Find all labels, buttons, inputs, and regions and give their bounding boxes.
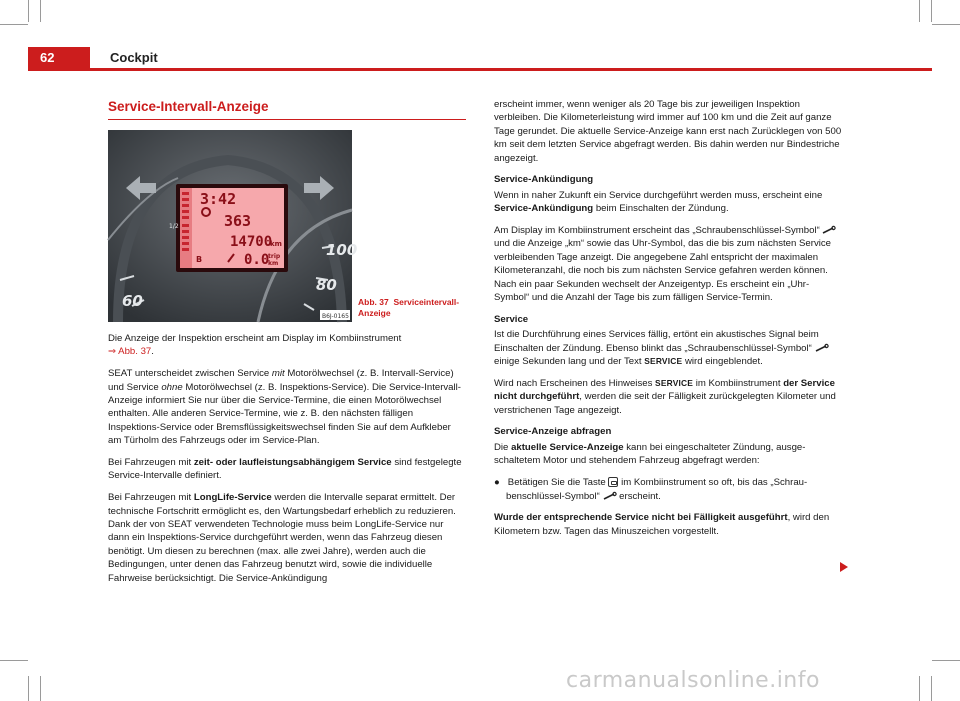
display-odometer: 14700 <box>230 234 273 250</box>
crop-mark <box>931 0 932 22</box>
display-odometer-unit: km <box>270 240 282 248</box>
text: Die Anzeige der Inspektion erscheint am Display im Kombiinstrument <box>108 333 402 344</box>
text: sind festgelegte Service-Intervalle definiert. <box>108 457 462 482</box>
figure-reference-link[interactable]: ⇒ Abb. 37 <box>108 346 152 358</box>
text: Service-Ankündigung <box>494 203 594 215</box>
paragraph <box>108 332 466 359</box>
text: beim Einschalten der Zündung. <box>593 203 729 215</box>
text: zeit- oder laufleistungsabhängigem Service <box>193 457 392 469</box>
text: Wird nach Erscheinen des Hinweises <box>494 377 656 389</box>
bullet: ● <box>494 477 500 489</box>
display-trip-label: trip <box>268 253 281 260</box>
crop-mark <box>932 24 960 25</box>
text: kann bei eingeschalteter Zündung, ausgeschaltetem Motor und stehendem Fahrzeug abgefragt werden: <box>494 441 806 467</box>
paragraph <box>494 189 844 216</box>
paragraph <box>494 377 844 417</box>
text: Wurde der entsprechende Service nicht bei Fälligkeit ausgeführt <box>494 512 788 524</box>
figure-caption <box>358 297 468 319</box>
figure-caption-text: Serviceintervall-Anzeige <box>358 297 460 318</box>
text: , wird den Kilometern bzw. Tagen das Minuszeichen vorgestellt. <box>494 512 830 537</box>
fuel-half-mark: 1/2 <box>169 223 179 230</box>
text: im Kombiinstrument <box>693 377 784 389</box>
page-number: 62 <box>28 47 90 69</box>
crop-mark <box>932 660 960 661</box>
text: SEAT unterscheidet zwischen Service <box>108 368 272 380</box>
text: und die Anzeige „km“ sowie das Uhr-Symbol, das die bis zum nächsten Service verbleibenden Tage anzeigt. Die angegebene Zahl entspricht der maximalen Kilometeranzahl, die noch bis zum nächsten Service gefahren werden können. Nach ein paar Sekunden wechselt der Anzeigentyp. Es erscheint ein „Uhr-Symbol“ und die Anzahl der Tage bis zum fälligen Service-Termin. <box>494 238 832 304</box>
text: aktuelle Service-Anzeige <box>511 441 624 453</box>
paragraph <box>108 456 466 483</box>
wrench-icon <box>603 492 617 500</box>
crop-mark <box>40 0 41 22</box>
crop-mark <box>0 24 28 25</box>
text: ohne <box>161 381 183 393</box>
text: der Service nicht durchgeführt <box>494 377 835 403</box>
right-column <box>494 98 844 547</box>
key-button-icon <box>608 477 618 487</box>
crop-mark <box>919 0 920 22</box>
bullet-item <box>494 476 844 503</box>
text: SERVICE <box>644 356 683 367</box>
display-indicator: B <box>196 255 203 264</box>
text: erscheint. <box>616 490 661 502</box>
paragraph <box>494 441 844 468</box>
text: Wenn in naher Zukunft ein Service durchgeführt werden muss, erscheint eine <box>494 189 823 201</box>
figure-caption-label: Abb. 37 <box>358 297 389 307</box>
subheading: Service-Anzeige abfragen <box>494 426 612 438</box>
scale-80-label: 80 <box>316 276 337 294</box>
running-header: Cockpit <box>110 50 158 65</box>
header-rule <box>28 68 932 71</box>
text: werden die Intervalle separat ermittelt. Der technische Fortschritt ermöglicht es, den Wartungsbedarf erheblich zu reduzieren. Dank der von SEAT verwendeten Technologie muss beim LongLife-Service nur dann ein Inspektions-Service durchgeführt werden, wenn das Fahrzeug diesen benötigt. Um diesen zu berechnen (max. alle zwei Jahre), werden auch die Bedingungen, unter denen das Fahrzeug benutzt wird, sowie die individuelle Fahrweise berücksichtigt. Die Service-Ankündigung <box>108 492 456 584</box>
display-trip-unit: km <box>268 260 279 267</box>
figure-code: B6J-0165 <box>322 313 349 320</box>
instrument-cluster-figure <box>108 130 358 322</box>
crop-mark <box>931 676 932 701</box>
paragraph <box>494 224 844 304</box>
paragraph: erscheint immer, wenn weniger als 20 Tage bis zur jeweiligen Inspektion verbleiben. Die Kilometerleistung wird immer auf 100 km und die Zeit auf ganze Tage gerundet. Die aktuelle Service-Anzeige kann erst nach Zurücklegen von 500 km seit dem letzten Service abgefragt werden. Bis dahin werden nur Bindestriche angezeigt. <box>494 99 842 164</box>
subheading: Service <box>494 313 529 325</box>
paragraph <box>494 511 844 538</box>
text: SERVICE <box>655 377 694 388</box>
subheading: Service-Ankündigung <box>494 174 594 186</box>
text: mit <box>271 368 285 380</box>
display-trip: 0.0 <box>244 252 270 268</box>
paragraph <box>108 367 466 447</box>
text: Am Display im Kombiinstrument erscheint das „Schraubenschlüssel-Symbol“ <box>494 225 823 237</box>
text: Motorölwechsel (z. B. Intervall-Service) und Service <box>108 368 454 393</box>
text: Motorölwechsel (z. B. Inspektions-Service). Die Service-Intervall-Anzeige informiert Sie nur über die Service-Termine, die einen Motorölwechsel enthalten. Alle anderen Service-Termine, wie z. B. den nächsten fälligen Inspektions-Service oder Bremsflüssigkeitswechsel finden Sie auf dem Aufkleber am Türholm des Fahrzeugs oder im Service-Plan. <box>108 381 461 447</box>
display-clock: 3:42 <box>200 190 237 208</box>
paragraph <box>494 328 844 368</box>
crop-mark <box>40 676 41 701</box>
text: im Kombiinstrument so oft, bis das „Schraubenschlüssel-Symbol“ <box>506 477 808 502</box>
display-days: 363 <box>224 212 252 230</box>
text: Bei Fahrzeugen mit <box>108 457 194 469</box>
crop-mark <box>28 0 29 22</box>
watermark: carmanualsonline.info <box>566 668 820 693</box>
continue-arrow-icon <box>840 562 848 572</box>
text: einige Sekunden lang und der Text <box>494 356 645 368</box>
instrument-cluster-illustration <box>108 130 358 322</box>
crop-mark <box>28 676 29 701</box>
wrench-icon <box>822 226 836 234</box>
text: Ist die Durchführung eines Services fällig, ertönt ein akustisches Signal beim Einschalten der Zündung. Ebenso blinkt das „Schraubenschlüssel-Symbol“ <box>494 329 819 354</box>
paragraph <box>108 491 466 585</box>
section-title: Service-Intervall-Anzeige <box>108 99 269 114</box>
text: wird eingeblendet. <box>682 356 763 368</box>
text: . <box>151 346 154 358</box>
text: Bei Fahrzeugen mit <box>108 492 194 504</box>
scale-100-label: 100 <box>326 241 358 259</box>
scale-60-label: 60 <box>122 292 143 310</box>
text: Die <box>494 441 512 453</box>
wrench-icon <box>815 344 829 352</box>
crop-mark <box>919 676 920 701</box>
section-rule <box>108 119 466 120</box>
left-column <box>108 332 466 593</box>
text: LongLife-Service <box>193 492 272 504</box>
text: Betätigen Sie die Taste <box>507 477 609 489</box>
crop-mark <box>0 660 28 661</box>
text: , werden die seit der Fälligkeit zurückgelegten Kilometer und verstrichenen Tage angezeigt. <box>494 391 836 416</box>
